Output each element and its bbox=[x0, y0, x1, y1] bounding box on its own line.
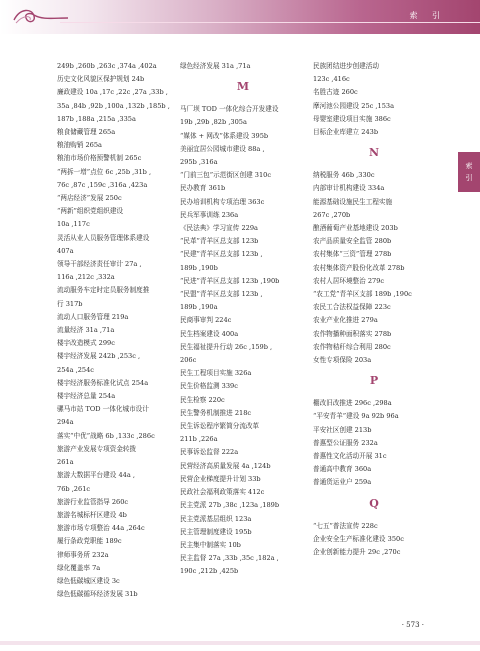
side-tab-char-1: 索 bbox=[465, 162, 473, 170]
index-entry: 摩河池公园建设 25c ,153a bbox=[313, 101, 395, 110]
index-entry: 粮油购销 265a bbox=[57, 141, 102, 150]
index-entry: 民办教育 361b bbox=[180, 184, 226, 193]
index-entry: 民事诉讼监督 222a bbox=[180, 448, 239, 457]
index-entry: 206c bbox=[180, 356, 197, 365]
section-letter: M bbox=[236, 80, 250, 94]
index-entry: 民主管理制度建设 195b bbox=[180, 527, 252, 536]
index-entry: 旅游市场专项整治 44a ,264c bbox=[57, 524, 145, 533]
index-entry: 民主党派 27b ,38c ,123a ,189b bbox=[180, 501, 280, 510]
index-entry: 农作物秸秆综合利用 280c bbox=[313, 342, 391, 351]
index-entry: 民办培训机构专项治理 363c bbox=[180, 197, 265, 206]
index-entry: 249b ,260b ,263c ,374a ,402a bbox=[57, 62, 157, 70]
index-entry: 廉政建设 10a ,17c ,22c ,27a ,33b , bbox=[57, 88, 168, 97]
side-index-tab bbox=[458, 152, 480, 192]
index-entry: 10a ,117c bbox=[57, 220, 90, 229]
index-entry: 农村集体“三资”管理 278b bbox=[313, 250, 392, 259]
index-entry: 母婴室建设项目实施 386c bbox=[313, 114, 391, 123]
index-entry: 粮食储藏管理 265a bbox=[57, 128, 116, 137]
index-column-2 bbox=[180, 60, 306, 579]
index-entry: 楼宇经济发展 242b ,253c , bbox=[57, 352, 141, 361]
index-entry: 123c ,416c bbox=[313, 75, 350, 84]
index-entry: 女性专项保险 203a bbox=[313, 356, 372, 365]
index-entry: 流动人口服务管理 219a bbox=[57, 312, 129, 321]
index-entry: 76c ,87c ,159c ,316a ,423a bbox=[57, 180, 148, 189]
index-entry: 普惠型公证服务 232a bbox=[313, 438, 378, 447]
index-entry: 187b ,188a ,215a ,335a bbox=[57, 114, 136, 123]
index-entry: 旅游产业发展专项资金转拨 bbox=[57, 444, 137, 453]
index-entry: 绿色经济发展 31a ,71a bbox=[180, 62, 251, 70]
index-entry: 绿色低碳循环经济发展 31b bbox=[57, 590, 138, 599]
index-entry: 189b ,190a bbox=[180, 303, 218, 312]
index-entry: 民族团结进步创建活动 bbox=[313, 62, 379, 70]
index-entry: “两店经济”发展 250c bbox=[57, 194, 122, 203]
index-entry: 履行条政党职能 189c bbox=[57, 537, 122, 546]
index-entry: 历史文化风貌区保护规划 24b bbox=[57, 75, 145, 84]
index-entry: 目标企业库建立 243b bbox=[313, 128, 379, 137]
index-entry: 267c ,270b bbox=[313, 210, 351, 219]
index-entry: 纳税服务 46b ,330c bbox=[313, 171, 375, 180]
index-entry: 普惠性文化活动开展 31c bbox=[313, 452, 387, 461]
index-entry: 灵活从业人员服务管理体系建设 bbox=[57, 233, 150, 242]
index-entry: 民生警务机制推进 218c bbox=[180, 408, 252, 417]
index-entry: 粮油市场价格预警机制 265c bbox=[57, 154, 142, 163]
page-number: · 573 · bbox=[401, 621, 424, 629]
index-entry: 116a ,212c ,332a bbox=[57, 273, 115, 282]
index-entry: 民生工程项目实施 326a bbox=[180, 369, 252, 378]
index-entry: “七五”普法宣传 228c bbox=[313, 521, 378, 530]
index-entry: 211b ,226a bbox=[180, 435, 218, 444]
index-entry: 294a bbox=[57, 418, 74, 427]
index-entry: “平安青羊”建设 9a 92b 96a bbox=[313, 412, 399, 421]
index-entry: 民兵军事训练 236a bbox=[180, 210, 239, 219]
index-entry: 内部审计机构建设 334a bbox=[313, 184, 385, 193]
index-entry: “门前三包”示范街区创建 310c bbox=[180, 171, 272, 180]
header-ornament-icon bbox=[10, 6, 70, 28]
index-entry: “两新”组织党组织建设 bbox=[57, 207, 124, 216]
index-entry: 农村人居环境整治 279c bbox=[313, 276, 385, 285]
index-entry: 民生价格监测 339c bbox=[180, 382, 238, 391]
index-entry: 旅游名城标杆区建设 4b bbox=[57, 510, 127, 519]
index-entry: 农业产业化推进 279a bbox=[313, 316, 378, 325]
index-entry: 《民法典》学习宣传 229a bbox=[180, 224, 258, 233]
index-entry: 名胜古迹 260c bbox=[313, 88, 358, 97]
index-entry: “民进”青羊区总支部 123b ,190b bbox=[180, 276, 280, 285]
index-entry: 民营经济高质量发展 4a ,124b bbox=[180, 461, 271, 470]
index-entry: 马厂坝 TOD 一体化综合开发建设 bbox=[180, 105, 279, 114]
index-entry: 律师事务所 232a bbox=[57, 550, 109, 559]
header-band bbox=[0, 0, 480, 34]
index-entry: 农作物播种面积落实 278b bbox=[313, 329, 392, 338]
side-tab-char-2: 引 bbox=[465, 174, 473, 182]
index-entry: 绿色低碳城区建设 3c bbox=[57, 576, 120, 585]
section-letter: P bbox=[369, 374, 379, 388]
index-entry: 407a bbox=[57, 246, 74, 255]
index-entry: 行 317b bbox=[57, 299, 83, 308]
index-entry: 楼宇经济总量 254a bbox=[57, 392, 116, 401]
index-entry: 民生福祉提升行动 26c ,159b , bbox=[180, 342, 273, 351]
index-entry: 35a ,84b ,92b ,100a ,132b ,185b , bbox=[57, 101, 170, 110]
index-entry: 民主党派基层组织 123a bbox=[180, 514, 252, 523]
index-entry: 19b ,29b ,82b ,305a bbox=[180, 118, 247, 127]
section-letter: N bbox=[368, 146, 380, 160]
index-entry: 农民工合法权益保障 223c bbox=[313, 303, 391, 312]
index-entry: 190c ,212b ,425b bbox=[180, 567, 239, 576]
index-entry: 254a ,254c bbox=[57, 365, 94, 374]
index-entry: 295b ,316a bbox=[180, 158, 218, 167]
index-entry: 领导干部经济责任审计 27a , bbox=[57, 260, 142, 269]
index-entry: 企业安全生产标准化建设 350c bbox=[313, 534, 404, 543]
index-entry: 民生检察 220c bbox=[180, 395, 225, 404]
index-entry: 农村集体资产股份化改革 278b bbox=[313, 263, 405, 272]
index-entry: 楼宇改造模式 299c bbox=[57, 339, 115, 348]
index-entry: 流动服务车定时定员服务制度推 bbox=[57, 286, 150, 295]
index-entry: “民建”青羊区总支部 123b , bbox=[180, 250, 263, 259]
index-entry: 酿酒葡萄产业基地建设 203b bbox=[313, 224, 398, 233]
index-entry: “民盟”青羊区总支部 123b , bbox=[180, 290, 263, 299]
index-entry: 旅游大数据平台建设 44a , bbox=[57, 471, 135, 480]
index-entry: 民主监督 27a ,33b ,35c ,182a , bbox=[180, 554, 279, 563]
index-entry: 能源基础设施民生工程实施 bbox=[313, 197, 393, 206]
index-entry: 民商事审判 224c bbox=[180, 316, 232, 325]
index-entry: “媒体 + 网改”体系建设 395b bbox=[180, 131, 269, 140]
index-entry: 农产品质量安全监管 280b bbox=[313, 237, 392, 246]
index-entry: 旅游行业监管指导 260c bbox=[57, 497, 129, 506]
bottom-rule bbox=[0, 641, 480, 645]
index-entry: 平安社区创建 213b bbox=[313, 425, 372, 434]
index-entry: 民生档案建设 400a bbox=[180, 329, 239, 338]
index-entry: 绿化覆盖率 7a bbox=[57, 563, 101, 572]
index-entry: 261a bbox=[57, 458, 74, 467]
index-entry: 楼宇经济服务标准化试点 254a bbox=[57, 378, 149, 387]
index-entry: 棚改旧改推进 296c ,298a bbox=[313, 399, 392, 408]
index-entry: “两拆一增”点位 6c ,25b ,31b , bbox=[57, 167, 152, 176]
index-entry: 民政社会福利政策落实 412c bbox=[180, 488, 265, 497]
index-entry: 民主集中制落实 10b bbox=[180, 540, 241, 549]
section-letter: Q bbox=[369, 496, 379, 510]
header-rule bbox=[60, 22, 480, 23]
index-column-1 bbox=[57, 60, 173, 601]
index-entry: 普通货运业户 259a bbox=[313, 478, 372, 487]
index-entry: 流量经济 31a ,71a bbox=[57, 326, 115, 335]
running-header: 索 引 bbox=[409, 11, 446, 20]
index-entry: 落实“中优”战略 6b ,133c ,286c bbox=[57, 431, 155, 440]
index-column-3 bbox=[313, 60, 435, 559]
index-entry: 189b ,190b bbox=[180, 263, 218, 272]
index-entry: 企业创新能力提升 29c ,270c bbox=[313, 548, 401, 557]
index-entry: “农工党”青羊区支部 189b ,190c bbox=[313, 290, 412, 299]
index-entry: 76b ,261c bbox=[57, 484, 91, 493]
index-entry: 民营企业梯度提升计划 33b bbox=[180, 474, 261, 483]
index-entry: 美丽宜居公园城市建设 88a , bbox=[180, 144, 265, 153]
index-entry: 民生诉讼程序繁简分流改革 bbox=[180, 422, 260, 431]
index-entry: “民革”青羊区总支部 123b bbox=[180, 237, 259, 246]
index-entry: 骡马市站 TOD 一体化城市设计 bbox=[57, 405, 149, 414]
index-entry: 普通高中教育 360a bbox=[313, 465, 372, 474]
